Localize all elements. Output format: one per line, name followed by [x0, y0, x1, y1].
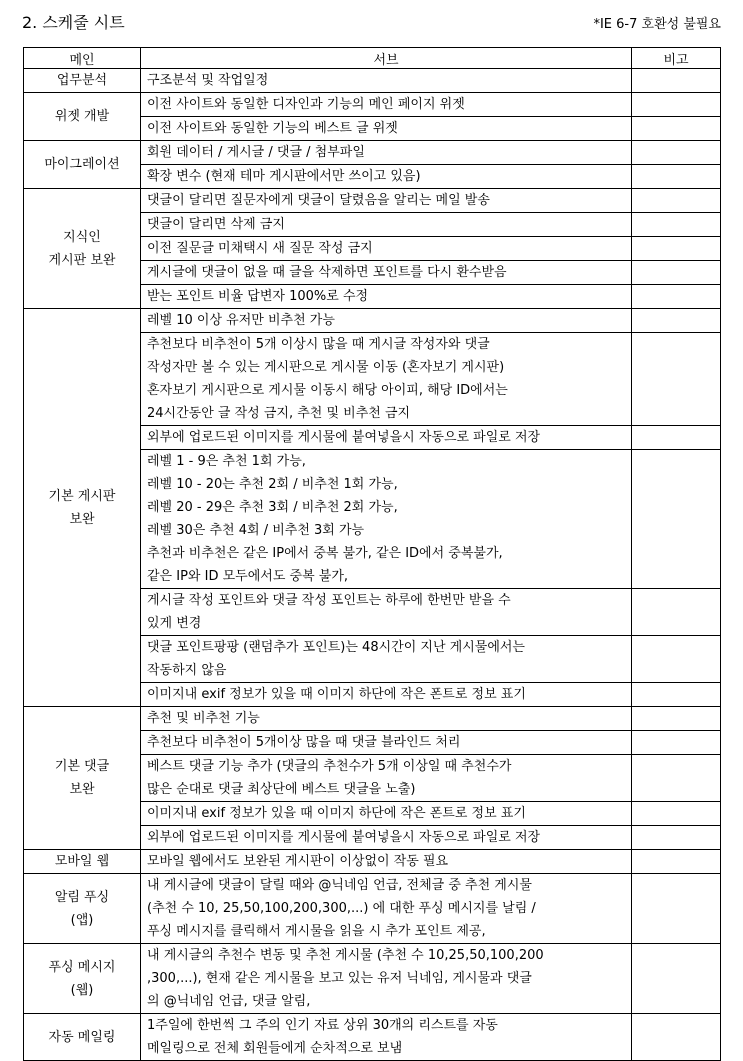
header-main: 메인 — [24, 48, 141, 69]
sub-item-line: 댓글이 달리면 질문자에게 댓글이 달렸음을 알리는 메일 발송 — [147, 193, 490, 208]
main-category-line: (앱) — [70, 912, 94, 928]
remark-cell — [632, 707, 721, 731]
table-row — [24, 944, 721, 1014]
sub-item-cell — [141, 755, 632, 802]
sub-item-cell — [141, 802, 632, 826]
sub-item-line: 레벨 30은 추천 4회 / 비추천 3회 가능 — [147, 523, 365, 538]
sub-item-line: 회원 데이터 / 게시글 / 댓글 / 첨부파일 — [147, 145, 365, 160]
sub-item-cell — [141, 285, 632, 309]
main-category-cell — [24, 874, 141, 944]
main-category-cell — [24, 1014, 141, 1061]
sub-item-cell — [141, 333, 632, 426]
sub-item-cell — [141, 850, 632, 874]
remark-cell — [632, 213, 721, 237]
main-category-line: 기본 게시판 — [48, 488, 116, 504]
main-category-cell — [24, 707, 141, 850]
sub-item-cell — [141, 93, 632, 117]
schedule-table — [23, 47, 721, 1061]
sub-item-cell — [141, 944, 632, 1014]
remark-cell — [632, 117, 721, 141]
sub-item-line: 베스트 댓글 기능 추가 (댓글의 추천수가 5개 이상일 때 추천수가 — [147, 759, 512, 774]
remark-cell — [632, 93, 721, 117]
sub-item-line: (추천 수 10, 25,50,100,200,300,...) 에 대한 푸싱 메시지를 날림 / — [147, 901, 536, 916]
sub-item-line: 푸싱 메시지를 클릭해서 게시물을 읽을 시 추가 포인트 제공, — [147, 924, 486, 939]
sub-item-line: 게시글 작성 포인트와 댓글 작성 포인트는 하루에 한번만 받을 수 — [147, 593, 511, 608]
sub-item-cell — [141, 589, 632, 636]
remark-cell — [632, 450, 721, 589]
sub-item-line: 받는 포인트 비율 답변자 100%로 수정 — [147, 289, 369, 304]
sub-item-line: 추천보다 비추천이 5개 이상시 많을 때 게시글 작성자와 댓글 — [147, 337, 490, 352]
sub-item-line: 레벨 10 이상 유저만 비추천 가능 — [147, 313, 335, 328]
sub-item-cell — [141, 450, 632, 589]
main-category-cell — [24, 309, 141, 707]
compat-note: *IE 6-7 호환성 불필요 — [593, 17, 721, 32]
main-category-line: (웹) — [70, 982, 94, 998]
remark-cell — [632, 141, 721, 165]
main-category-cell — [24, 850, 141, 874]
sub-item-cell — [141, 683, 632, 707]
remark-cell — [632, 285, 721, 309]
sub-item-line: 이전 질문글 미채택시 새 질문 작성 금지 — [147, 241, 373, 256]
remark-cell — [632, 69, 721, 93]
sub-item-line: 1주일에 한번씩 그 주의 인기 자료 상위 30개의 리스트를 자동 — [147, 1018, 498, 1033]
sub-item-line: 작성자만 볼 수 있는 게시판으로 게시물 이동 (혼자보기 게시판) — [147, 360, 505, 375]
sub-item-cell — [141, 165, 632, 189]
main-category-line: 마이그레이션 — [44, 157, 120, 172]
table-row — [24, 141, 721, 165]
table-row — [24, 874, 721, 944]
remark-cell — [632, 426, 721, 450]
sub-item-line: 같은 IP와 ID 모두에서도 중복 불가, — [147, 569, 349, 584]
sheet-title: 2. 스케줄 시트 — [22, 13, 125, 32]
remark-cell — [632, 589, 721, 636]
sub-item-line: 메일링으로 전체 회원들에게 순차적으로 보냄 — [147, 1041, 403, 1056]
sub-item-line: 추천과 비추천은 같은 IP에서 중복 불가, 같은 ID에서 중복불가, — [147, 546, 503, 561]
remark-cell — [632, 189, 721, 213]
remark-cell — [632, 944, 721, 1014]
sub-item-cell — [141, 707, 632, 731]
main-category-line: 보완 — [69, 782, 95, 797]
table-row — [24, 309, 721, 333]
table-row — [24, 189, 721, 213]
sub-item-cell — [141, 636, 632, 683]
sub-item-line: 댓글 포인트팡팡 (랜덤추가 포인트)는 48시간이 지난 게시물에서는 — [147, 640, 525, 655]
sub-item-line: 추천 및 비추천 기능 — [147, 711, 260, 726]
sub-item-line: 이미지내 exif 정보가 있을 때 이미지 하단에 작은 폰트로 정보 표기 — [147, 806, 526, 821]
sub-item-line: 추천보다 비추천이 5개이상 많을 때 댓글 블라인드 처리 — [147, 735, 461, 750]
sub-item-cell — [141, 731, 632, 755]
sub-item-line: 구조분석 및 작업일정 — [147, 73, 269, 88]
sub-item-line: 레벨 1 - 9은 추천 1회 가능, — [147, 454, 306, 469]
sub-item-cell — [141, 874, 632, 944]
table-row — [24, 93, 721, 117]
sub-item-line: 혼자보기 게시판으로 게시물 이동시 해당 아이피, 해당 ID에서는 — [147, 383, 508, 398]
sub-item-line: 게시글에 댓글이 없을 때 글을 삭제하면 포인트를 다시 환수받음 — [147, 265, 507, 280]
remark-cell — [632, 165, 721, 189]
sub-item-cell — [141, 69, 632, 93]
remark-cell — [632, 826, 721, 850]
sub-item-line: 모바일 웹에서도 보완된 게시판이 이상없이 작동 필요 — [147, 854, 449, 869]
sub-item-line: 외부에 업로드된 이미지를 게시물에 붙여넣을시 자동으로 파일로 저장 — [147, 830, 541, 845]
remark-cell — [632, 731, 721, 755]
remark-cell — [632, 802, 721, 826]
main-category-line: 자동 메일링 — [48, 1029, 116, 1045]
sub-item-line: 24시간동안 글 작성 금지, 추천 및 비추천 금지 — [147, 406, 411, 421]
main-category-cell — [24, 189, 141, 309]
sub-item-line: 내 게시글에 댓글이 달릴 때와 @닉네임 언급, 전체글 중 추천 게시물 — [147, 878, 532, 893]
sub-item-cell — [141, 1014, 632, 1061]
main-category-cell — [24, 141, 141, 189]
remark-cell — [632, 636, 721, 683]
sub-item-line: ,300,...), 현재 같은 게시물을 보고 있는 유저 닉네임, 게시물과 댓글 — [147, 971, 532, 986]
sub-item-line: 이전 사이트와 동일한 디자인과 기능의 메인 페이지 위젯 — [147, 97, 465, 112]
sub-item-line: 외부에 업로드된 이미지를 게시물에 붙여넣을시 자동으로 파일로 저장 — [147, 430, 541, 445]
main-category-line: 업무분석 — [56, 73, 108, 88]
sub-item-line: 이미지내 exif 정보가 있을 때 이미지 하단에 작은 폰트로 정보 표기 — [147, 687, 526, 702]
sub-item-cell — [141, 826, 632, 850]
sub-item-cell — [141, 117, 632, 141]
remark-cell — [632, 755, 721, 802]
schedule-body — [24, 69, 721, 1061]
sub-item-cell — [141, 237, 632, 261]
sub-item-line: 레벨 20 - 29은 추천 3회 / 비추천 2회 가능, — [147, 500, 398, 515]
sub-item-line: 레벨 10 - 20는 추천 2회 / 비추천 1회 가능, — [147, 477, 398, 492]
main-category-line: 푸싱 메시지 — [48, 959, 116, 975]
main-category-line: 알림 푸싱 — [54, 889, 110, 905]
header-note: 비고 — [632, 48, 721, 69]
sub-item-cell — [141, 141, 632, 165]
main-category-cell — [24, 944, 141, 1014]
header-sub: 서브 — [141, 48, 632, 69]
sub-item-cell — [141, 426, 632, 450]
sub-item-cell — [141, 261, 632, 285]
main-category-line: 모바일 웹 — [54, 854, 110, 869]
main-category-line: 보완 — [69, 511, 95, 527]
table-row — [24, 707, 721, 731]
remark-cell — [632, 309, 721, 333]
sub-item-line: 이전 사이트와 동일한 기능의 베스트 글 위젯 — [147, 121, 398, 136]
remark-cell — [632, 333, 721, 426]
remark-cell — [632, 1014, 721, 1061]
remark-cell — [632, 261, 721, 285]
main-category-line: 위젯 개발 — [54, 109, 110, 124]
sub-item-cell — [141, 189, 632, 213]
sub-item-line: 확장 변수 (현재 테마 게시판에서만 쓰이고 있음) — [147, 169, 421, 184]
remark-cell — [632, 683, 721, 707]
main-category-line: 게시판 보완 — [48, 252, 116, 268]
header-row — [24, 48, 721, 69]
main-category-line: 기본 댓글 — [54, 759, 110, 774]
remark-cell — [632, 850, 721, 874]
main-category-cell — [24, 69, 141, 93]
sub-item-cell — [141, 309, 632, 333]
table-row — [24, 1014, 721, 1061]
sub-item-line: 많은 순대로 댓글 최상단에 베스트 댓글을 노출) — [147, 782, 416, 797]
main-category-cell — [24, 93, 141, 141]
sub-item-cell — [141, 213, 632, 237]
table-row — [24, 850, 721, 874]
main-category-line: 지식인 — [63, 229, 101, 245]
sub-item-line: 있게 변경 — [147, 616, 202, 631]
sub-item-line: 작동하지 않음 — [147, 663, 227, 678]
sub-item-line: 댓글이 달리면 삭제 금지 — [147, 217, 285, 232]
sub-item-line: 내 게시글의 추천수 변동 및 추천 게시물 (추천 수 10,25,50,100,200 — [147, 948, 544, 963]
remark-cell — [632, 874, 721, 944]
remark-cell — [632, 237, 721, 261]
table-row — [24, 69, 721, 93]
sub-item-line: 의 @닉네임 언급, 댓글 알림, — [147, 994, 311, 1009]
